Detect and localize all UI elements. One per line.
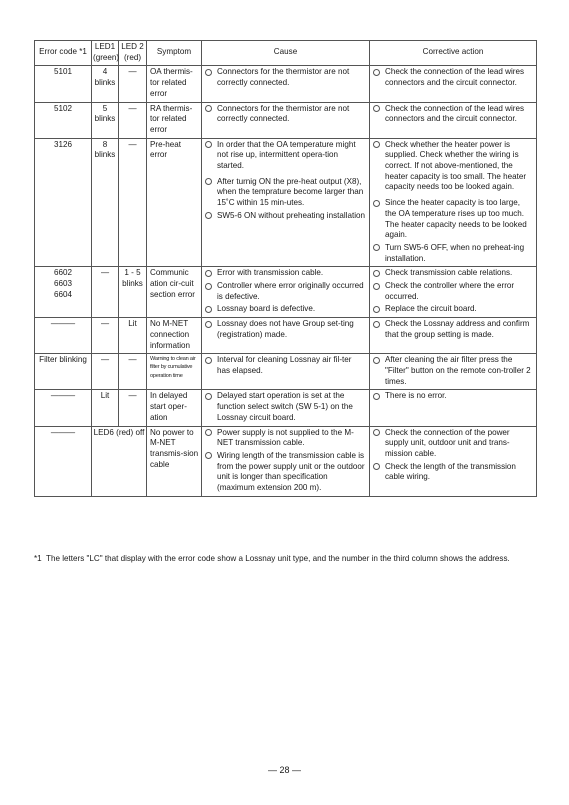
error-code: 3126 [53,139,72,149]
cause-text: Error with transmission cable. [217,268,324,278]
corrective-action-cell [370,426,537,496]
action-item [373,281,533,302]
error-code-cell [35,267,92,318]
circle-bullet-icon [205,105,212,112]
led1-cell: Lit [92,390,119,426]
cause-text: Wiring length of the transmission cable is from the power supply unit or the outdoor unit is longer than specification (maximum extension 200 m). [217,450,365,493]
footnote-mark: *1 [34,554,42,563]
led2-cell: — [119,102,147,138]
symptom-cell: Pre-heat error [147,138,202,267]
error-code-cell [35,426,92,496]
circle-bullet-icon [205,141,212,148]
action-text: Check transmission cable relations. [385,268,513,278]
cause-item [205,211,366,222]
cause-item [205,67,366,88]
led1-cell: 8 blinks [92,138,119,267]
cause-item [205,268,366,279]
error-code-cell [35,138,92,267]
circle-bullet-icon [373,306,380,313]
cause-text: Controller where error originally occurred is defective. [217,281,364,301]
corrective-action-cell [370,102,537,138]
cause-item [205,355,366,376]
action-item [373,243,533,264]
action-text: Since the heater capacity is too large, the OA temperature rises up too much. The heater capacity needs to be looked again. [385,198,527,240]
error-code: Filter blinking [39,355,87,365]
cause-item [205,391,366,423]
led-status-cell: LED6 (red) off [92,426,147,496]
header-error-code: Error code *1 [35,41,92,66]
table-row [35,66,537,102]
circle-bullet-icon [373,270,380,277]
footnote [34,554,536,565]
action-item [373,319,533,340]
cause-cell [202,102,370,138]
error-code-cell [35,318,92,354]
circle-bullet-icon [205,321,212,328]
cause-item [205,451,366,494]
action-text: After cleaning the air filter press the "Filter" button on the remote con-troller 2 times. [385,355,531,386]
cause-cell [202,66,370,102]
error-code-cell [35,354,92,390]
error-code: 6604 [53,289,72,299]
corrective-action-cell [370,267,537,318]
error-code-table [34,40,537,497]
error-code: 5102 [53,103,72,113]
cause-cell [202,267,370,318]
cause-item [205,140,366,172]
led2-cell: 1 - 5 blinks [119,267,147,318]
error-code-cell [35,102,92,138]
cause-item [205,304,366,315]
table-row [35,267,537,318]
header-led1: LED1 (green) [92,41,119,66]
circle-bullet-icon [205,306,212,313]
cause-text: Interval for cleaning Lossnay air fil-ter has elapsed. [217,355,352,375]
action-text: Check the length of the transmission cable wiring. [385,461,516,482]
cause-cell [202,138,370,267]
symptom-cell: Warning to clean air filter by cumulative operation time [147,354,202,390]
circle-bullet-icon [373,141,380,148]
led2-cell: — [119,66,147,102]
circle-bullet-icon [205,283,212,290]
error-code-cell [35,390,92,426]
corrective-action-cell [370,318,537,354]
table-row [35,318,537,354]
table-row [35,138,537,267]
error-code: 5101 [53,67,72,77]
corrective-action-cell [370,390,537,426]
circle-bullet-icon [205,69,212,76]
cause-item [205,177,366,209]
symptom-cell: In delayed start oper-ation [147,390,202,426]
error-code: 6602 [53,268,72,278]
cause-text: In order that the OA temperature might not rise up, intermittent opera-tion started. [217,139,356,171]
cause-item [205,104,366,125]
cause-text: Lossnay does not have Group set-ting (registration) made. [217,319,354,339]
circle-bullet-icon [205,393,212,400]
header-led2: LED 2 (red) [119,41,147,66]
led1-cell: — [92,267,119,318]
circle-bullet-icon [373,200,380,207]
error-code: ——— [50,319,76,329]
action-item [373,198,533,241]
action-text: Check the Lossnay address and confirm that the group setting is made. [385,319,530,339]
action-text: There is no error. [385,391,447,401]
cause-cell [202,426,370,496]
led2-cell: — [119,354,147,390]
circle-bullet-icon [373,393,380,400]
action-text: Check the connection of the lead wires connectors and the circuit connector. [385,103,525,124]
circle-bullet-icon [205,452,212,459]
table-row [35,354,537,390]
action-item [373,140,533,194]
symptom-cell: RA thermis-tor related error [147,102,202,138]
led1-cell: — [92,318,119,354]
action-item [373,462,533,483]
cause-text: SW5-6 ON without preheating installation [217,210,366,220]
circle-bullet-icon [205,429,212,436]
cause-cell [202,390,370,426]
led2-cell: — [119,138,147,267]
circle-bullet-icon [205,270,212,277]
action-text: Check the controller where the error occurred. [385,281,515,301]
action-text: Check whether the heater power is supplied. Check whether the wiring is correct. If not above-mentioned, the heater capacity is too small. The heater capacity needs too be looked again. [385,139,527,192]
led1-cell: — [92,354,119,390]
action-text: Replace the circuit board. [385,304,477,314]
action-text: Check the connection of the power supply unit, outdoor unit and trans-mission cable. [385,427,510,458]
table-row [35,426,537,496]
cause-text: Lossnay board is defective. [217,304,316,314]
cause-cell [202,354,370,390]
cause-item [205,319,366,340]
circle-bullet-icon [205,357,212,364]
circle-bullet-icon [373,357,380,364]
action-item [373,67,533,88]
symptom-cell: No power to M-NET transmis-sion cable [147,426,202,496]
header-corrective-action: Corrective action [370,41,537,66]
circle-bullet-icon [373,244,380,251]
error-code-cell [35,66,92,102]
cause-text: After turnig ON the pre-heat output (X8), when the temprature become larger than 15˚C within 15 min-utes. [217,176,364,208]
circle-bullet-icon [205,212,212,219]
action-item [373,304,533,315]
action-item [373,268,533,279]
table-row [35,390,537,426]
page-number: — 28 — [267,765,301,775]
corrective-action-cell [370,138,537,267]
error-code: ——— [50,391,76,401]
action-item [373,391,533,402]
error-code: 6603 [53,279,72,289]
led2-cell: — [119,390,147,426]
action-item [373,428,533,460]
circle-bullet-icon [373,321,380,328]
circle-bullet-icon [373,463,380,470]
table-header-row [35,41,537,66]
cause-text: Power supply is not supplied to the M-NET transmission cable. [217,427,354,448]
action-item [373,104,533,125]
led2-cell: Lit [119,318,147,354]
circle-bullet-icon [373,283,380,290]
circle-bullet-icon [205,178,212,185]
action-item [373,355,533,387]
cause-text: Connectors for the thermistor are not correctly connected. [217,67,350,88]
footnote-text: The letters "LC" that display with the error code show a Lossnay unit type, and the number in the third column shows the address. [46,554,510,563]
cause-cell [202,318,370,354]
cause-item [205,281,366,302]
cause-text: Connectors for the thermistor are not correctly connected. [217,103,350,124]
corrective-action-cell [370,354,537,390]
cause-item [205,428,366,449]
action-text: Check the connection of the lead wires connectors and the circuit connector. [385,67,525,88]
header-symptom: Symptom [147,41,202,66]
symptom-cell: Communic ation cir-cuit section error [147,267,202,318]
symptom-cell: No M-NET connection information [147,318,202,354]
header-cause: Cause [202,41,370,66]
circle-bullet-icon [373,69,380,76]
led1-cell: 4 blinks [92,66,119,102]
action-text: Turn SW5-6 OFF, when no preheat-ing installation. [385,242,525,263]
table-row [35,102,537,138]
led1-cell: 5 blinks [92,102,119,138]
error-code: ——— [50,427,76,437]
circle-bullet-icon [373,105,380,112]
symptom-cell: OA thermis-tor related error [147,66,202,102]
corrective-action-cell [370,66,537,102]
circle-bullet-icon [373,429,380,436]
cause-text: Delayed start operation is set at the function select switch (SW 5-1) on the Lossnay circuit board. [217,391,353,422]
